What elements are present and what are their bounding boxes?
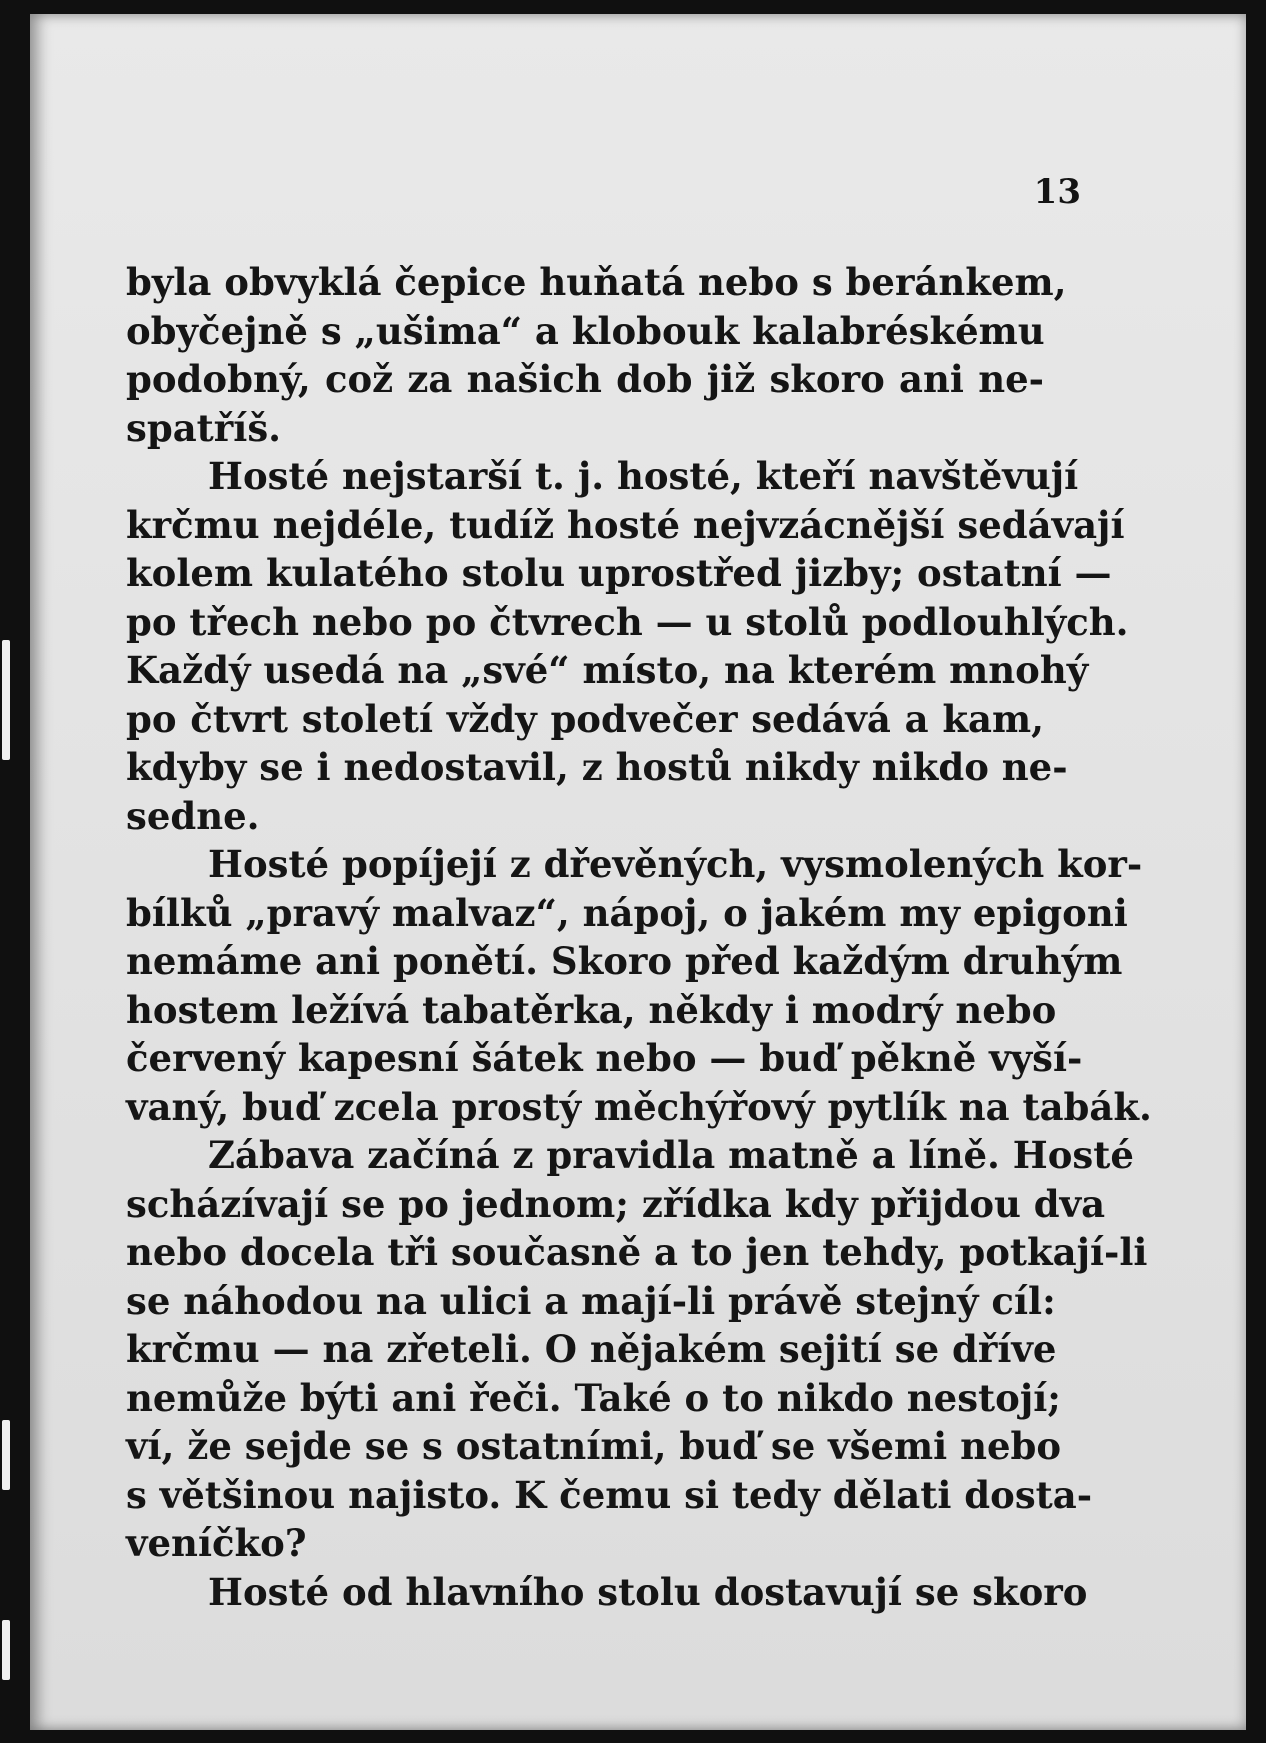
text-line: s většinou najisto. K čemu si tedy dělati dosta- — [126, 1472, 1093, 1517]
text-line: hostem ležívá tabatěrka, někdy i modrý nebo — [126, 987, 1057, 1032]
text-line: Hosté nejstarší t. j. hosté, kteří navštěvují — [208, 454, 1079, 498]
text-line: byla obvyklá čepice huňatá nebo s beránkem, — [126, 260, 1067, 304]
text-line: po třech nebo po čtvrech — u stolů podlouhlých. — [126, 599, 1129, 644]
text-line: červený kapesní šátek nebo — buď pěkně vyší- — [126, 1036, 1083, 1080]
text-line: Hosté od hlavního stolu dostavují se skoro — [208, 1569, 1088, 1614]
text-line: spatříš. — [126, 405, 282, 450]
text-line: kdyby se i nedostavil, z hostů nikdy nikdo ne- — [126, 745, 1068, 789]
book-page — [30, 14, 1246, 1730]
text-line: krčmu nejdéle, tudíž hosté nejvzácnější sedávají — [126, 502, 1125, 547]
text-line: nebo docela tři současně a to jen tehdy, potkají-li — [126, 1230, 1148, 1274]
page-number: 13 — [1033, 172, 1081, 212]
binding-mark — [2, 640, 10, 760]
text-line: podobný, což za našich dob již skoro ani ne- — [126, 357, 1044, 401]
text-line: Každý usedá na „své“ místo, na kterém mnohý — [126, 648, 1089, 692]
text-line: Hosté popíjejí z dřevěných, vysmolených kor- — [208, 842, 1143, 886]
text-line: krčmu — na zřeteli. O nějakém sejití se dříve — [126, 1327, 1057, 1371]
text-line: vaný, buď zcela prostý měchýřový pytlík na tabák. — [126, 1084, 1152, 1129]
text-line: scházívají se po jednom; zřídka kdy přijdou dva — [126, 1181, 1106, 1226]
binding-mark — [2, 1620, 10, 1680]
text-line: kolem kulatého stolu uprostřed jizby; ostatní — — [126, 551, 1112, 595]
text-line: se náhodou na ulici a mají-li právě stejný cíl: — [126, 1278, 1056, 1323]
text-line: po čtvrt století vždy podvečer sedává a kam, — [126, 696, 1044, 741]
text-line: obyčejně s „ušima“ a klobouk kalabréskému — [126, 308, 1045, 353]
text-line: Zábava začíná z pravidla matně a líně. Hosté — [208, 1133, 1134, 1177]
text-line: sedne. — [126, 793, 260, 838]
binding-mark — [2, 1420, 10, 1490]
text-line: bílků „pravý malvaz“, nápoj, o jakém my epigoni — [126, 890, 1128, 935]
text-line: nemáme ani ponětí. Skoro před každým druhým — [126, 939, 1123, 983]
text-line: ví, že sejde se s ostatními, buď se všemi nebo — [126, 1424, 1062, 1468]
body-text — [126, 258, 1152, 1616]
text-line: veníčko? — [126, 1521, 307, 1565]
text-line: nemůže býti ani řeči. Také o to nikdo nestojí; — [126, 1375, 1061, 1420]
